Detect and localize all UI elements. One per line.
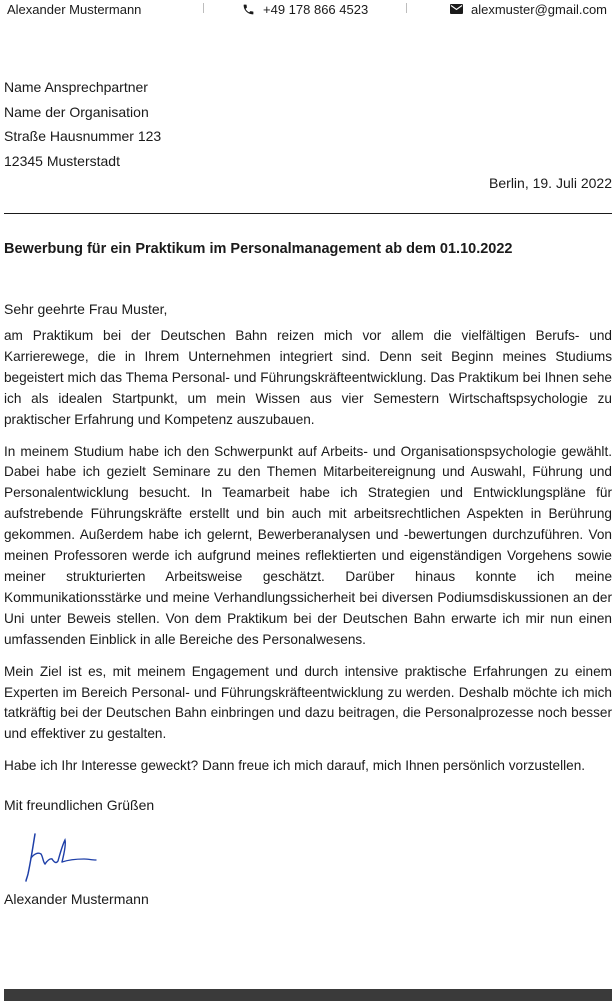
letter-date: Berlin, 19. Juli 2022 bbox=[489, 175, 612, 191]
sender-phone-text: +49 178 866 4523 bbox=[263, 1, 369, 17]
sender-email bbox=[450, 1, 607, 17]
handwritten-signature bbox=[18, 828, 104, 884]
letter-body bbox=[4, 326, 612, 788]
recipient-city: 12345 Musterstadt bbox=[4, 153, 120, 170]
envelope-icon bbox=[450, 4, 463, 14]
sender-email-text: alexmuster@gmail.com bbox=[471, 1, 608, 17]
body-paragraph: In meinem Studium habe ich den Schwerpunkt auf Arbeits- und Organisationspsychologie gewählt. Dabei habe ich gezielt Seminare zu den Themen Mitarbeitereignung und Auswahl, Führung und Personalentwicklung besucht. In Teamarbeit habe ich Strategien und Entwicklungspläne für aufstrebende Führungskräfte erstellt und bin auch mit arbeitsrechtlichen Aspekten in Berührung gekommen. Außerdem habe ich gelernt, Bewerberanalysen und -bewertungen durchzuführen. Von meinen Professoren werde ich aufgrund meines reflektierten und eigenständigen Vorgehens sowie meiner strukturierten Arbeitsweise geschätzt. Darüber hinaus konnte ich meine Kommunikationsstärke und meine Verhandlungssicherheit bei diversen Podiumsdiskussionen an der Uni unter Beweis stellen. Von dem Praktikum bei der Deutschen Bahn erwarte ich mir nun einen umfassenden Einblick in alle Bereiche des Personalwesens. bbox=[4, 443, 612, 647]
recipient-street: Straße Hausnummer 123 bbox=[4, 128, 162, 145]
phone-icon bbox=[242, 3, 255, 16]
signer-name: Alexander Mustermann bbox=[4, 891, 149, 907]
salutation: Sehr geehrte Frau Muster, bbox=[4, 301, 168, 317]
letter-header bbox=[0, 0, 616, 18]
header-divider bbox=[406, 3, 407, 13]
sender-name bbox=[7, 1, 141, 17]
body-paragraph: am Praktikum bei der Deutschen Bahn reizen mich vor allem die vielfältigen Berufs- und Karrierewege, die in Ihrem Unternehmen integriert sind. Denn seit Beginn meines Studiums begeistert mich das Thema Personal- und Führungskräfteentwicklung. Das Praktikum bei Ihnen sehe ich als idealen Startpunkt, um mein Wissen aus vier Semestern Wirtschaftspsychologie zu praktischer Erfahrung und Kompetenz auszubauen. bbox=[4, 328, 612, 427]
closing-phrase: Mit freundlichen Grüßen bbox=[4, 797, 155, 813]
header-divider bbox=[203, 3, 204, 13]
letter-subject: Bewerbung für ein Praktikum im Personalmanagement ab dem 01.10.2022 bbox=[4, 241, 513, 257]
body-paragraph: Habe ich Ihr Interesse geweckt? Dann freue ich mich darauf, mich Ihnen persönlich vorzustellen. bbox=[4, 758, 586, 774]
divider-line bbox=[4, 213, 612, 214]
sender-name-text: Alexander Mustermann bbox=[7, 1, 142, 17]
recipient-contact: Name Ansprechpartner bbox=[4, 79, 148, 95]
sender-phone bbox=[242, 1, 368, 17]
body-paragraph: Mein Ziel ist es, mit meinem Engagement und durch intensive praktische Erfahrungen zu einem Experten im Bereich Personal- und Führungskräfteentwicklung zu werden. Deshalb möchte ich mich tatkräftig bei der Deutschen Bahn einbringen und dazu beitragen, die Personalprozesse noch besser und effektiver zu gestalten. bbox=[4, 663, 612, 742]
footer-bar bbox=[4, 989, 612, 1001]
recipient-address bbox=[4, 75, 161, 174]
recipient-organization: Name der Organisation bbox=[4, 103, 149, 120]
